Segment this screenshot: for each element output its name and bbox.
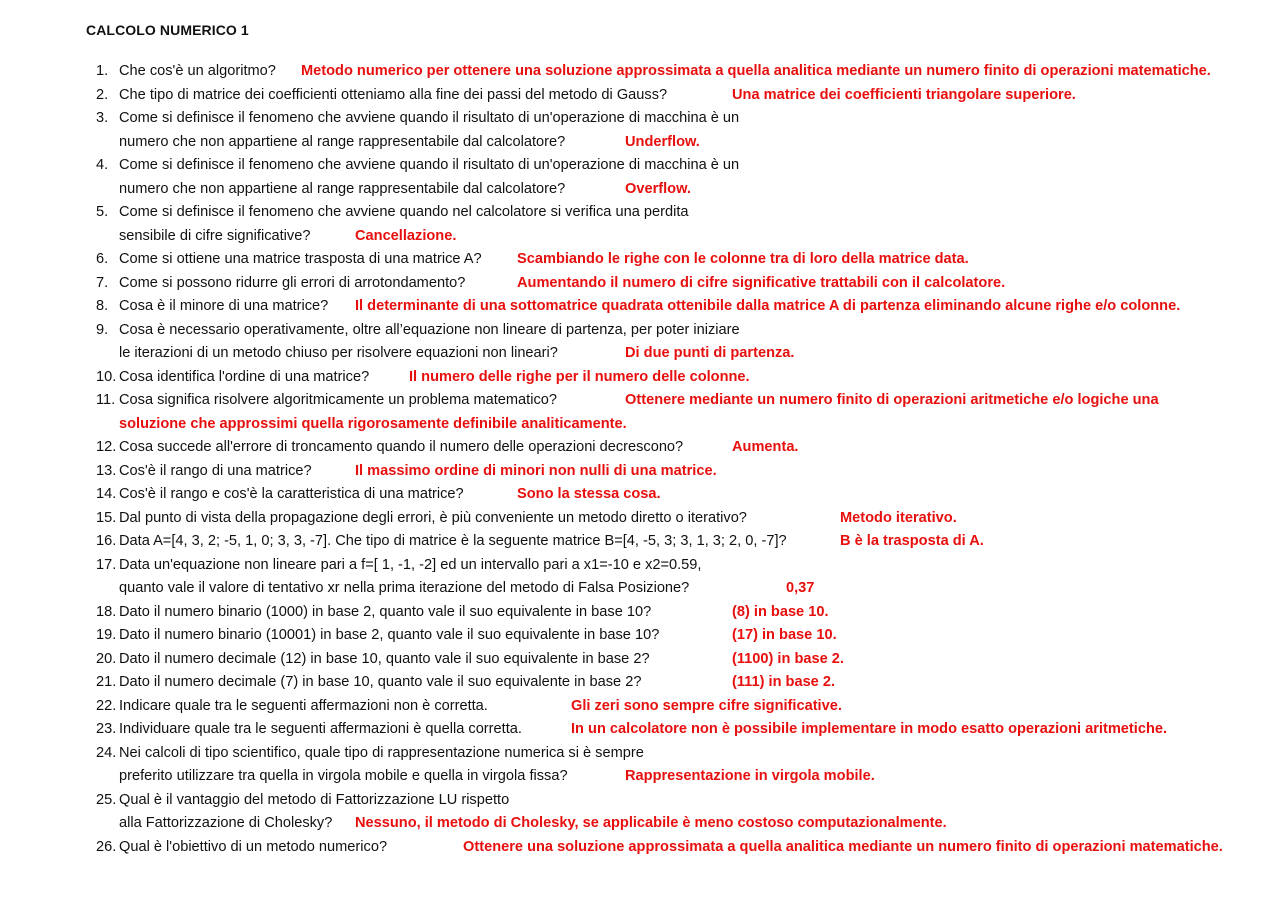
question-text: Data un'equazione non lineare pari a f=[ 1, -1, -2] ed un intervallo pari a x1=-10 e x2=0.59,: [119, 556, 702, 573]
question-line: [0, 696, 1280, 716]
item-number: 6.: [96, 251, 109, 267]
question-line: [0, 85, 1280, 105]
question-line: [0, 578, 1280, 598]
answer-text: (8) in base 10.: [732, 603, 829, 620]
item-number: 16.: [96, 533, 117, 549]
question-line: [0, 766, 1280, 786]
answer-text: Metodo numerico per ottenere una soluzione approssimata a quella analitica mediante un numero finito di operazioni matematiche.: [301, 63, 1211, 79]
answer-text: Aumenta.: [732, 439, 799, 455]
question-line: [0, 484, 1280, 504]
item-number: 2.: [96, 86, 109, 103]
item-number: 1.: [96, 63, 109, 79]
item-number: 26.: [96, 838, 117, 855]
answer-text: (111) in base 2.: [732, 674, 836, 690]
item-number: 12.: [96, 439, 117, 455]
question-line: [0, 132, 1280, 152]
question-text: Dato il numero binario (1000) in base 2, quanto vale il suo equivalente in base 10?: [119, 603, 652, 620]
item-number: 10.: [96, 368, 117, 385]
item-number: 14.: [96, 486, 117, 502]
item-number: 4.: [96, 157, 109, 173]
item-number: 25.: [96, 791, 117, 808]
item-number: 21.: [96, 674, 117, 690]
question-text: sensibile di cifre significative?: [119, 227, 311, 244]
question-text: Che tipo di matrice dei coefficienti otteniamo alla fine dei passi del metodo di Gauss?: [119, 86, 668, 103]
question-line: [0, 390, 1280, 410]
question-line: [0, 273, 1280, 293]
question-text: le iterazioni di un metodo chiuso per risolvere equazioni non lineari?: [119, 345, 558, 361]
question-line: [0, 531, 1280, 551]
question-line: [0, 649, 1280, 669]
item-number: 24.: [96, 744, 117, 761]
answer-text: Cancellazione.: [355, 227, 457, 244]
question-line: [0, 813, 1280, 833]
question-text: Cosa succede all'errore di troncamento quando il numero delle operazioni decrescono?: [119, 439, 684, 455]
question-text: numero che non appartiene al range rappresentabile dal calcolatore?: [119, 133, 566, 150]
question-line: [0, 249, 1280, 269]
answer-text: (17) in base 10.: [732, 627, 837, 643]
answer-text: Underflow.: [625, 133, 700, 150]
item-number: 7.: [96, 274, 109, 291]
item-number: 22.: [96, 697, 117, 714]
answer-text: (1100) in base 2.: [732, 650, 844, 667]
item-number: 9.: [96, 321, 109, 338]
question-text: Cosa è necessario operativamente, oltre all’equazione non lineare di partenza, per poter iniziare: [119, 321, 740, 338]
answer-text: Ottenere mediante un numero finito di operazioni aritmetiche e/o logiche una: [625, 392, 1159, 408]
question-line: [0, 461, 1280, 481]
question-text: Come si definisce il fenomeno che avviene quando il risultato di un'operazione di macchina è un: [119, 110, 740, 126]
question-line: [0, 790, 1280, 810]
item-number: 13.: [96, 462, 117, 479]
question-line: [0, 296, 1280, 316]
item-number: 8.: [96, 298, 109, 314]
question-text: numero che non appartiene al range rappresentabile dal calcolatore?: [119, 180, 566, 197]
answer-text: Il massimo ordine di minori non nulli di una matrice.: [355, 462, 717, 479]
question-text: quanto vale il valore di tentativo xr nella prima iterazione del metodo di Falsa Posizione?: [119, 580, 690, 596]
question-line: [0, 743, 1280, 763]
question-text: Come si ottiene una matrice trasposta di una matrice A?: [119, 251, 482, 267]
question-line: [0, 719, 1280, 739]
question-line: [0, 320, 1280, 340]
question-text: Cos'è il rango e cos'è la caratteristica di una matrice?: [119, 486, 464, 502]
answer-text: Gli zeri sono sempre cifre significative.: [571, 697, 842, 714]
question-line: [0, 555, 1280, 575]
answer-text: B è la trasposta di A.: [840, 533, 984, 549]
item-number: 23.: [96, 721, 117, 737]
question-text: Qual è il vantaggio del metodo di Fattorizzazione LU rispetto: [119, 791, 510, 808]
question-line: [0, 202, 1280, 222]
question-line: [0, 108, 1280, 128]
question-text: Dato il numero binario (10001) in base 2, quanto vale il suo equivalente in base 10?: [119, 627, 660, 643]
question-line: [0, 179, 1280, 199]
item-number: 11.: [96, 392, 116, 408]
question-text: Nei calcoli di tipo scientifico, quale tipo di rappresentazione numerica si è sempre: [119, 744, 644, 761]
question-text: Dato il numero decimale (7) in base 10, quanto vale il suo equivalente in base 2?: [119, 674, 642, 690]
answer-text: Metodo iterativo.: [840, 509, 957, 526]
question-line: [0, 61, 1280, 81]
question-text: Dal punto di vista della propagazione degli errori, è più conveniente un metodo diretto o iterativo?: [119, 509, 747, 526]
question-line: [0, 437, 1280, 457]
question-text: Come si possono ridurre gli errori di arrotondamento?: [119, 274, 466, 291]
question-text: Che cos'è un algoritmo?: [119, 63, 276, 79]
answer-text: Una matrice dei coefficienti triangolare superiore.: [732, 86, 1076, 103]
question-line: [0, 343, 1280, 363]
question-line: [0, 602, 1280, 622]
item-number: 18.: [96, 603, 117, 620]
question-text: Cos'è il rango di una matrice?: [119, 462, 312, 479]
question-text: Dato il numero decimale (12) in base 10, quanto vale il suo equivalente in base 2?: [119, 650, 650, 667]
question-line: [0, 837, 1280, 857]
item-number: 17.: [96, 556, 117, 573]
answer-text: Overflow.: [625, 180, 691, 197]
question-text: Come si definisce il fenomeno che avviene quando il risultato di un'operazione di macchina è un: [119, 157, 740, 173]
answer-continuation-line: [0, 414, 1280, 434]
question-text: Data A=[4, 3, 2; -5, 1, 0; 3, 3, -7]. Che tipo di matrice è la seguente matrice B=[4, -5, 3; 3, 1, 3; 2, 0, -7]?: [119, 533, 787, 549]
question-line: [0, 367, 1280, 387]
answer-text: Di due punti di partenza.: [625, 345, 795, 361]
answer-text: Sono la stessa cosa.: [517, 486, 661, 502]
question-line: [0, 226, 1280, 246]
document-title: CALCOLO NUMERICO 1: [86, 22, 249, 38]
answer-text: Aumentando il numero di cifre significative trattabili con il calcolatore.: [517, 274, 1006, 291]
question-text: Indicare quale tra le seguenti affermazioni non è corretta.: [119, 697, 488, 714]
question-text: Individuare quale tra le seguenti affermazioni è quella corretta.: [119, 721, 522, 737]
answer-text: Ottenere una soluzione approssimata a quella analitica mediante un numero finito di operazioni matematiche.: [463, 838, 1223, 855]
item-number: 19.: [96, 627, 117, 643]
question-line: [0, 625, 1280, 645]
answer-text-continued: soluzione che approssimi quella rigorosamente definibile analiticamente.: [119, 415, 627, 432]
item-number: 15.: [96, 509, 117, 526]
question-text: Come si definisce il fenomeno che avviene quando nel calcolatore si verifica una perdita: [119, 204, 689, 220]
question-line: [0, 508, 1280, 528]
answer-text: Rappresentazione in virgola mobile.: [625, 768, 875, 784]
question-text: Qual è l'obiettivo di un metodo numerico?: [119, 838, 388, 855]
question-text: Cosa significa risolvere algoritmicamente un problema matematico?: [119, 392, 558, 408]
question-line: [0, 155, 1280, 175]
item-number: 3.: [96, 110, 109, 126]
question-text: Cosa identifica l'ordine di una matrice?: [119, 368, 370, 385]
item-number: 5.: [96, 204, 109, 220]
question-text: preferito utilizzare tra quella in virgola mobile e quella in virgola fissa?: [119, 768, 568, 784]
question-text: alla Fattorizzazione di Cholesky?: [119, 815, 333, 831]
answer-text: In un calcolatore non è possibile implementare in modo esatto operazioni aritmetiche.: [571, 721, 1168, 737]
question-line: [0, 672, 1280, 692]
answer-text: Nessuno, il metodo di Cholesky, se applicabile è meno costoso computazionalmente.: [355, 815, 947, 831]
answer-text: Scambiando le righe con le colonne tra di loro della matrice data.: [517, 251, 969, 267]
answer-text: Il determinante di una sottomatrice quadrata ottenibile dalla matrice A di partenza eliminando alcune righe e/o colonne.: [355, 298, 1181, 314]
question-text: Cosa è il minore di una matrice?: [119, 298, 329, 314]
item-number: 20.: [96, 650, 117, 667]
answer-text: 0,37: [786, 580, 815, 596]
answer-text: Il numero delle righe per il numero delle colonne.: [409, 368, 750, 385]
